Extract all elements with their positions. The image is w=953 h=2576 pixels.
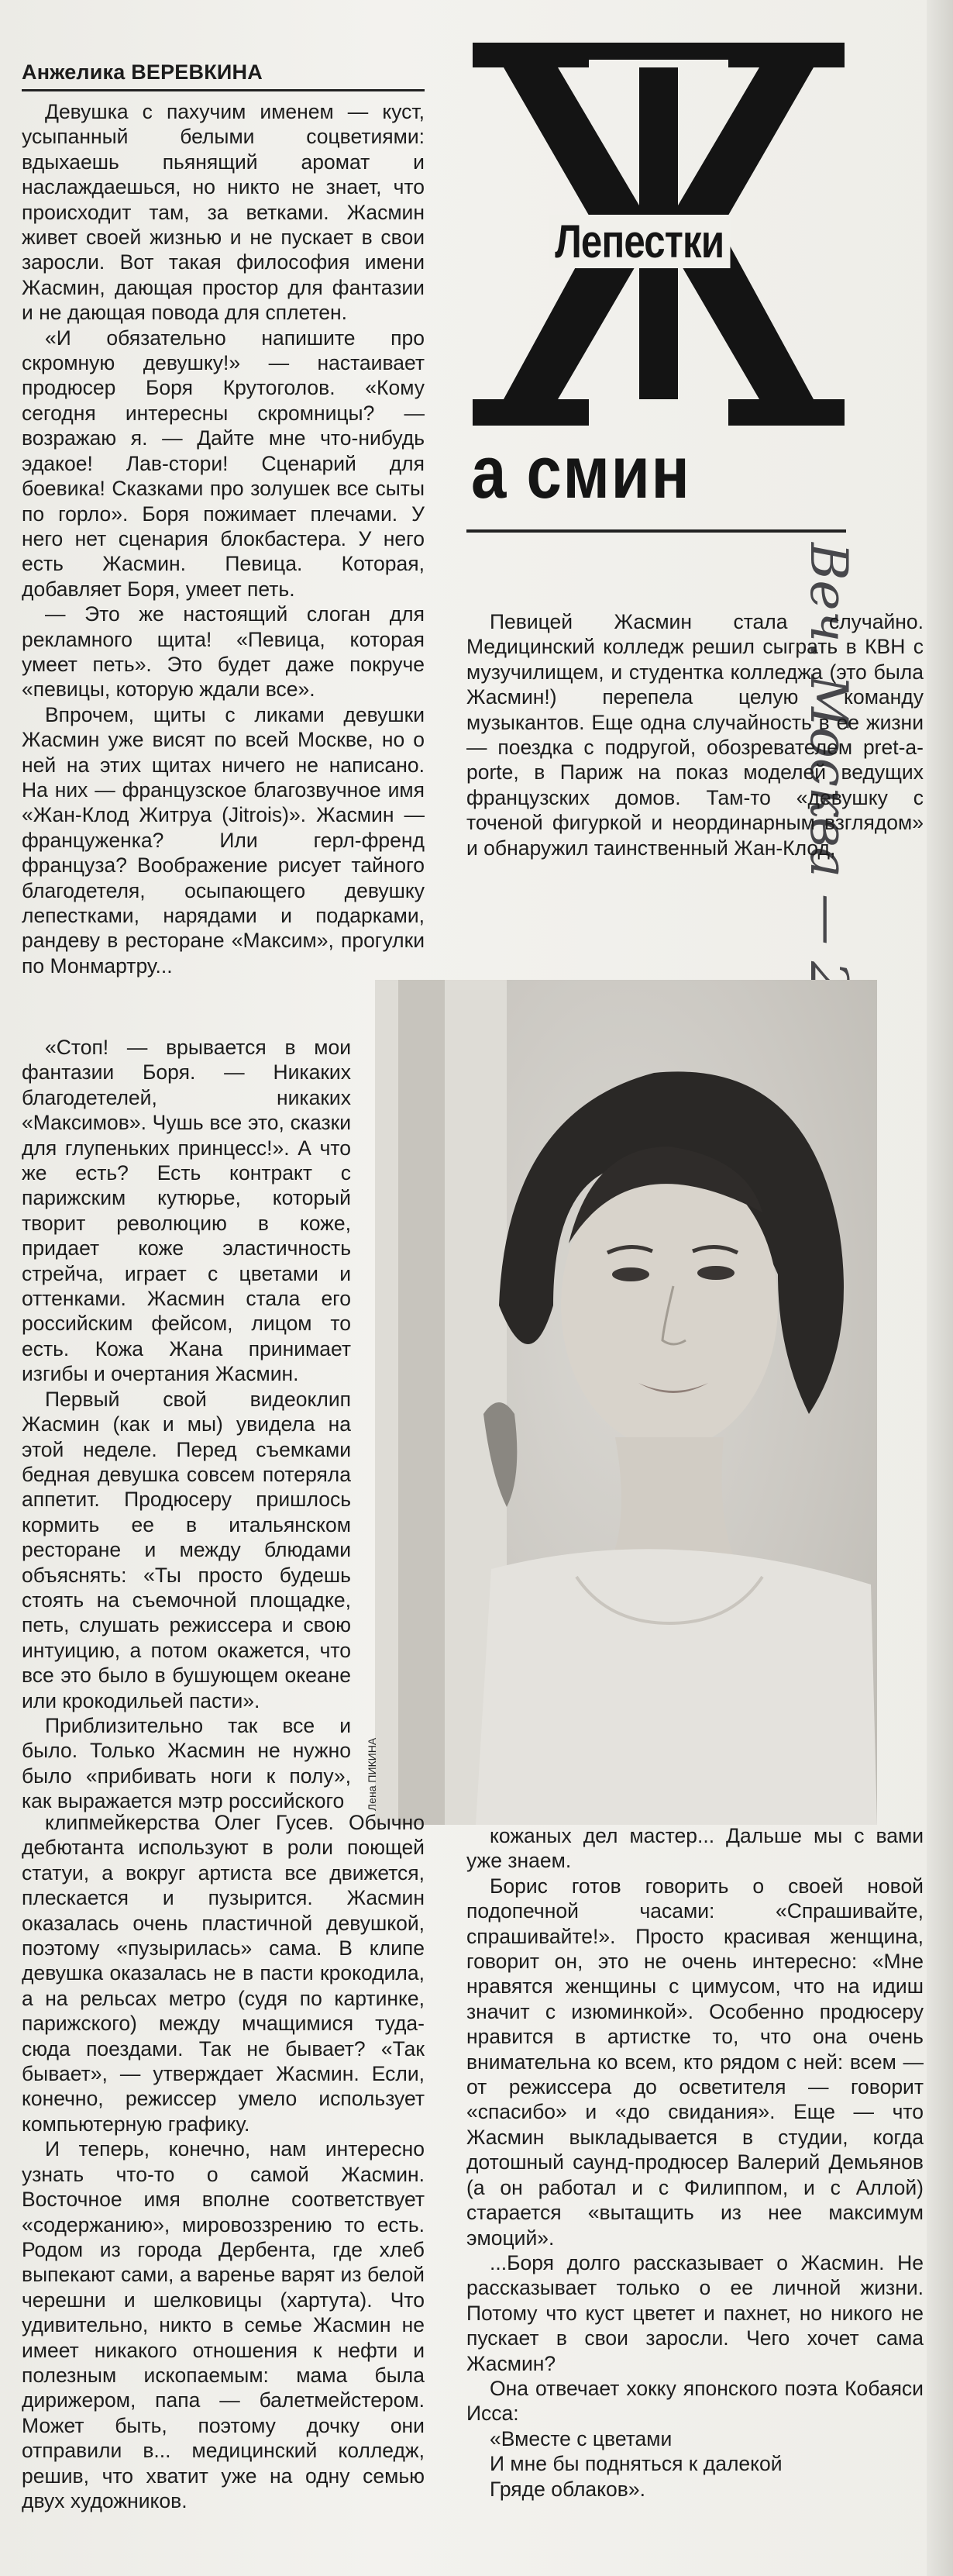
article-column-right-top	[466, 609, 924, 860]
paragraph: И теперь, конечно, нам интересно узнать что-то о самой Жасмин. Восточное имя вполне соответствует «содержанию», мировоззрению то есть. Родом из города Дербента, где хлеб выпекают сами, а варенье варят из белой черешни и шелковицы (хартута). Что удивительно, никто в семье Жасмин не имеет никакого отношения к нефти и полезным ископаемым: мама была дирижером, папа — балетмейстером. Может быть, поэтому дочку они отправили в... медицинский колледж, решив, что хватит уже на одну семью двух художников.	[22, 2137, 425, 2512]
article-column-left-middle	[22, 1035, 351, 1814]
poem-line: И мне бы подняться к далекой	[490, 2452, 783, 2476]
portrait-photo	[366, 980, 877, 1825]
paragraph: Первый свой видеоклип Жасмин (как и мы) увидела на этой неделе. Перед съемками бедная девушка совсем потеряла аппетит. Продюсеру пришлось кормить ее в итальянском ресторане и между блюдами объяснять: «Ты просто будешь стоять на съемочной площадке, петь, слушать режиссера и свою интуицию, а потом окажется, что все это было в бушующем океане или крокодильей пасти».	[22, 1387, 351, 1712]
headline-rule	[466, 529, 846, 533]
page-edge	[927, 0, 953, 2576]
article-column-right-bottom	[466, 1823, 924, 2502]
paragraph: «Стоп! — врывается в мои фантазии Боря. — Никаких благодетелей, никаких «Максимов». Чушь все это, сказки для глупеньких принцесс!». А что же есть? Есть контракт с парижским кутюрье, который творит революцию в коже, придает коже эластичность стрейча, играет с цветами и оттенками. Жасмин стала его российским фейсом, лицом то есть. Кожа Жана принимает изгибы и очертания Жасмин.	[22, 1036, 351, 1386]
paragraph: Борис готов говорить о своей новой подопечной часами: «Спрашивайте, спрашивайте!». Просто красивая женщина, говорит он, это не очень интересно: «Мне нравятся женщины с цимусом, что на идиш значит с изюминкой». Особенно продюсеру нравится в артистке то, что она очень внимательна ко всем, кто рядом с ней: всем — от режиссера до осветителя — говорит «спасибо» и «до свидания». Еще — что Жасмин выкладывается в студии, когда дотошный саунд-продюсер Валерий Демьянов (а он работал и с Филиппом, и с Аллой) старается «вытащить из нее максимум эмоций».	[466, 1874, 924, 2250]
article-column-left-top	[22, 99, 425, 978]
author-byline: Анжелика ВЕРЕВКИНА	[22, 60, 425, 91]
paragraph: Впрочем, щиты с ликами девушки Жасмин уже висят по всей Москве, но о ней на этих щитах ничего не написано. На них — французское благозвучное имя «Жан-Клод Житруа (Jitrois)». Жасмин — француженка? Или герл-френд француза? Воображение рисует тайного благодетеля, осыпающего девушку лепестками, нарядами и подарками, рандеву в ресторане «Максим», прогулки по Монмартру...	[22, 702, 425, 978]
paragraph: Девушка с пахучим именем — куст, усыпанный белыми соцветиями: вдыхаешь пьянящий аромат и наслаждаешься, но никто не знает, что происходит там, за ветками. Жасмин живет своей жизнью и не пускает в свои заросли. Вот такая философия имени Жасмин, дающая простор для фантазии и не дающая повода для сплетен.	[22, 100, 425, 325]
paragraph: клипмейкерства Олег Гусев. Обычно дебютанта используют в роли поющей статуи, а вокруг артиста все движется, плескается и пузырится. Жасмин оказалась очень пластичной девушкой, поэтому «пузырилась» сама. В клипе девушка оказалась не в пасти крокодила, а на рельсах метро (судя по картинке, парижского) между мчащимися туда-сюда поездами. Так не бывает? «Так бывает», — утверждает Жасмин. Если, конечно, режиссер умело использует компьютерную графику.	[22, 1811, 425, 2136]
headline-title: а смин	[471, 431, 691, 514]
poem-line: «Вместе с цветами	[490, 2426, 673, 2450]
paragraph: ...Боря долго рассказывает о Жасмин. Не рассказывает только о ее личной жизни. Потому что куст цветет и пахнет, но никого не пускает в свои заросли. Чего хочет сама Жасмин?	[466, 2250, 924, 2375]
article-column-left-bottom	[22, 1810, 425, 2513]
paragraph: — Это же настоящий слоган для рекламного щита! «Певица, которая умеет петь». Это будет даже покруче «певицы, которую ждали все».	[22, 602, 425, 702]
photo-credit: Лена ПИКИНА	[366, 1737, 378, 1811]
paragraph: «И обязательно напишите про скромную девушку!» — настаивает продюсер Боря Крутоголов. «Кому сегодня интересны скромницы? — возражаю я. — Дайте мне что-нибудь эдакое! Лав-стори! Сценарий для боевика! Сказками про золушек все сыты по горло». Боря пожимает плечами. У него нет сценария блокбастера. У него есть Жасмин. Певица. Которая, добавляет Боря, умеет петь.	[22, 326, 425, 601]
paragraph: кожаных дел мастер... Дальше мы с вами уже знаем.	[466, 1824, 924, 1873]
paragraph: Приблизительно так все и было. Только Жасмин не нужно было «прибивать ноги к полу», как выражается мэтр российского	[22, 1713, 351, 1813]
headline-block	[456, 43, 858, 539]
paragraph: Она отвечает хокку японского поэта Кобаяси Исса:	[466, 2376, 924, 2426]
headline-kicker: Лепестки	[549, 215, 730, 268]
paragraph: Певицей Жасмин стала случайно. Медицинский колледж решил сыграть в КВН с музучилищем, и студентка колледжа (это была Жасмин!) перепела целую команду музыкантов. Еще одна случайность в ее жизни — поездка с подругой, обозревателем pret-a-porte, в Париж на показ моделей ведущих французских домов. Там-то «девушку с точеной фигуркой и неординарным взглядом» и обнаружил таинственный Жан-Клод,	[466, 610, 924, 860]
poem-line: Гряде облаков».	[490, 2477, 645, 2501]
portrait-illustration	[375, 980, 877, 1825]
